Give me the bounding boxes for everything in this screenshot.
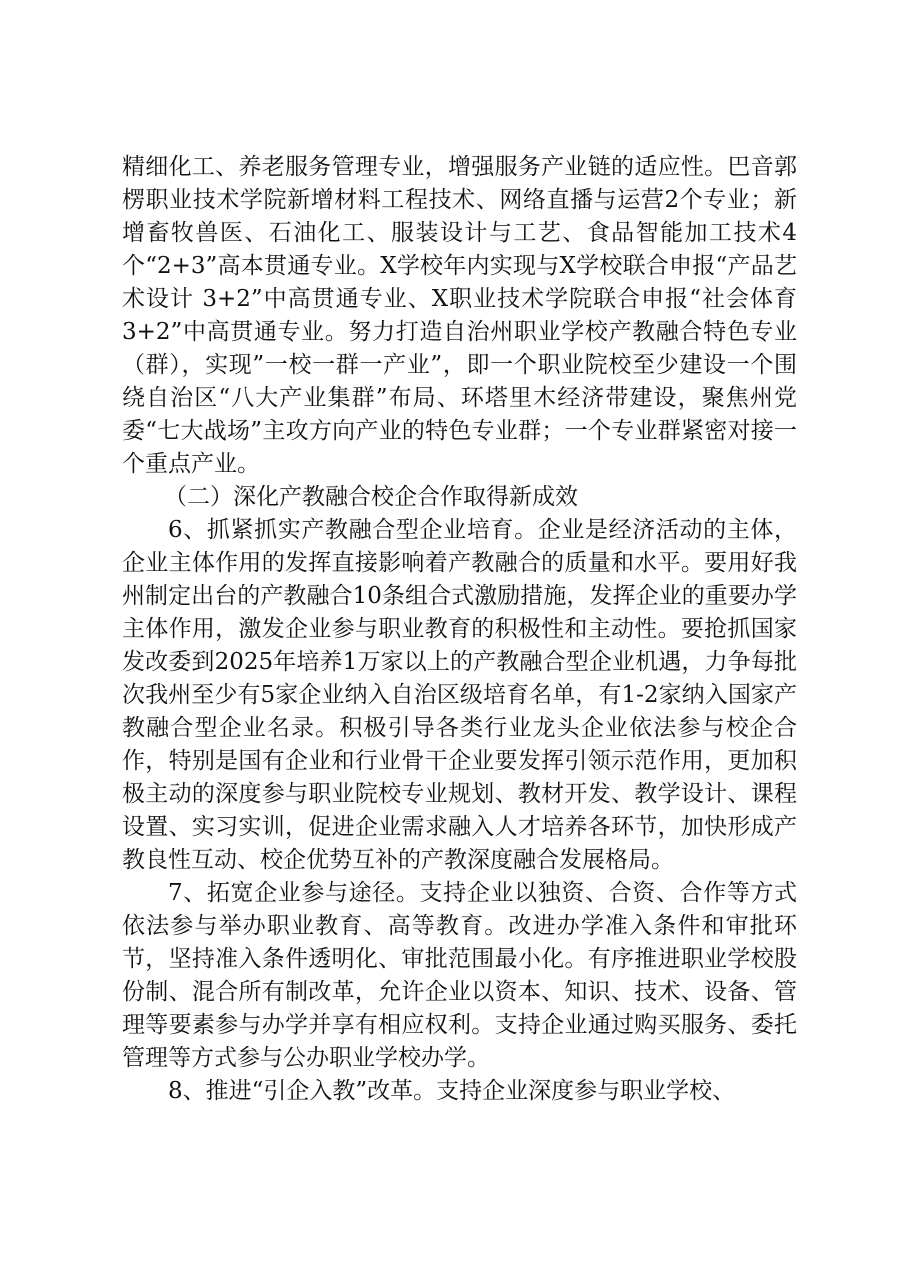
document-body — [122, 151, 797, 1108]
paragraph-item-8: 8、推进“引企入教”改革。支持企业深度参与职业学校、 — [168, 1078, 736, 1104]
paragraph-item-6: 6、抓紧抓实产教融合型企业培育。企业是经济活动的主体，企业主体作用的发挥直接影响着产教融合的质量和水平。要用好我州制定出台的产教融合10条组合式激励措施，发挥企业的重要办学主体作用，激发企业参与职业教育的积极性和主动性。要抢抓国家发改委到2025年培养1万家以上的产教融合型企业机遇，力争每批次我州至少有5家企业纳入自治区级培育名单，有1-2家纳入国家产教融合型企业名录。积极引导各类行业龙头企业依法参与校企合作，特别是国有企业和行业骨干企业要发挥引领示范作用，更加积极主动的深度参与职业院校专业规划、教材开发、教学设计、课程设置、实习实训，促进企业需求融入人才培养各环节，加快形成产教良性互动、校企优势互补的产教深度融合发展格局。 — [122, 517, 797, 873]
paragraph-continued: 精细化工、养老服务管理专业，增强服务产业链的适应性。巴音郭楞职业技术学院新增材料工程技术、网络直播与运营2个专业；新增畜牧兽医、石油化工、服装设计与工艺、食品智能加工技术4个“2+3”高本贯通专业。X学校年内实现与X学校联合申报“产品艺术设计 3+2”中高贯通专业、X职业技术学院联合申报“社会体育 3+2”中高贯通专业。努力打造自治州职业学校产教融合特色专业（群），实现”一校一群一产业”，即一个职业院校至少建设一个围绕自治区“八大产业集群”布局、环塔里木经济带建设，聚焦州党委“七大战场”主攻方向产业的特色专业群；一个专业群紧密对接一个重点产业。 — [122, 154, 797, 477]
section-heading: （二）深化产教融合校企合作取得新成效 — [164, 484, 578, 510]
paragraph-item-7: 7、拓宽企业参与途径。支持企业以独资、合资、合作等方式依法参与举办职业教育、高等教育。改进办学准入条件和审批环节，坚持准入条件透明化、审批范围最小化。有序推进职业学校股份制、混合所有制改革，允许企业以资本、知识、技术、设备、管理等要素参与办学并享有相应权利。支持企业通过购买服务、委托管理等方式参与公办职业学校办学。 — [122, 880, 797, 1071]
